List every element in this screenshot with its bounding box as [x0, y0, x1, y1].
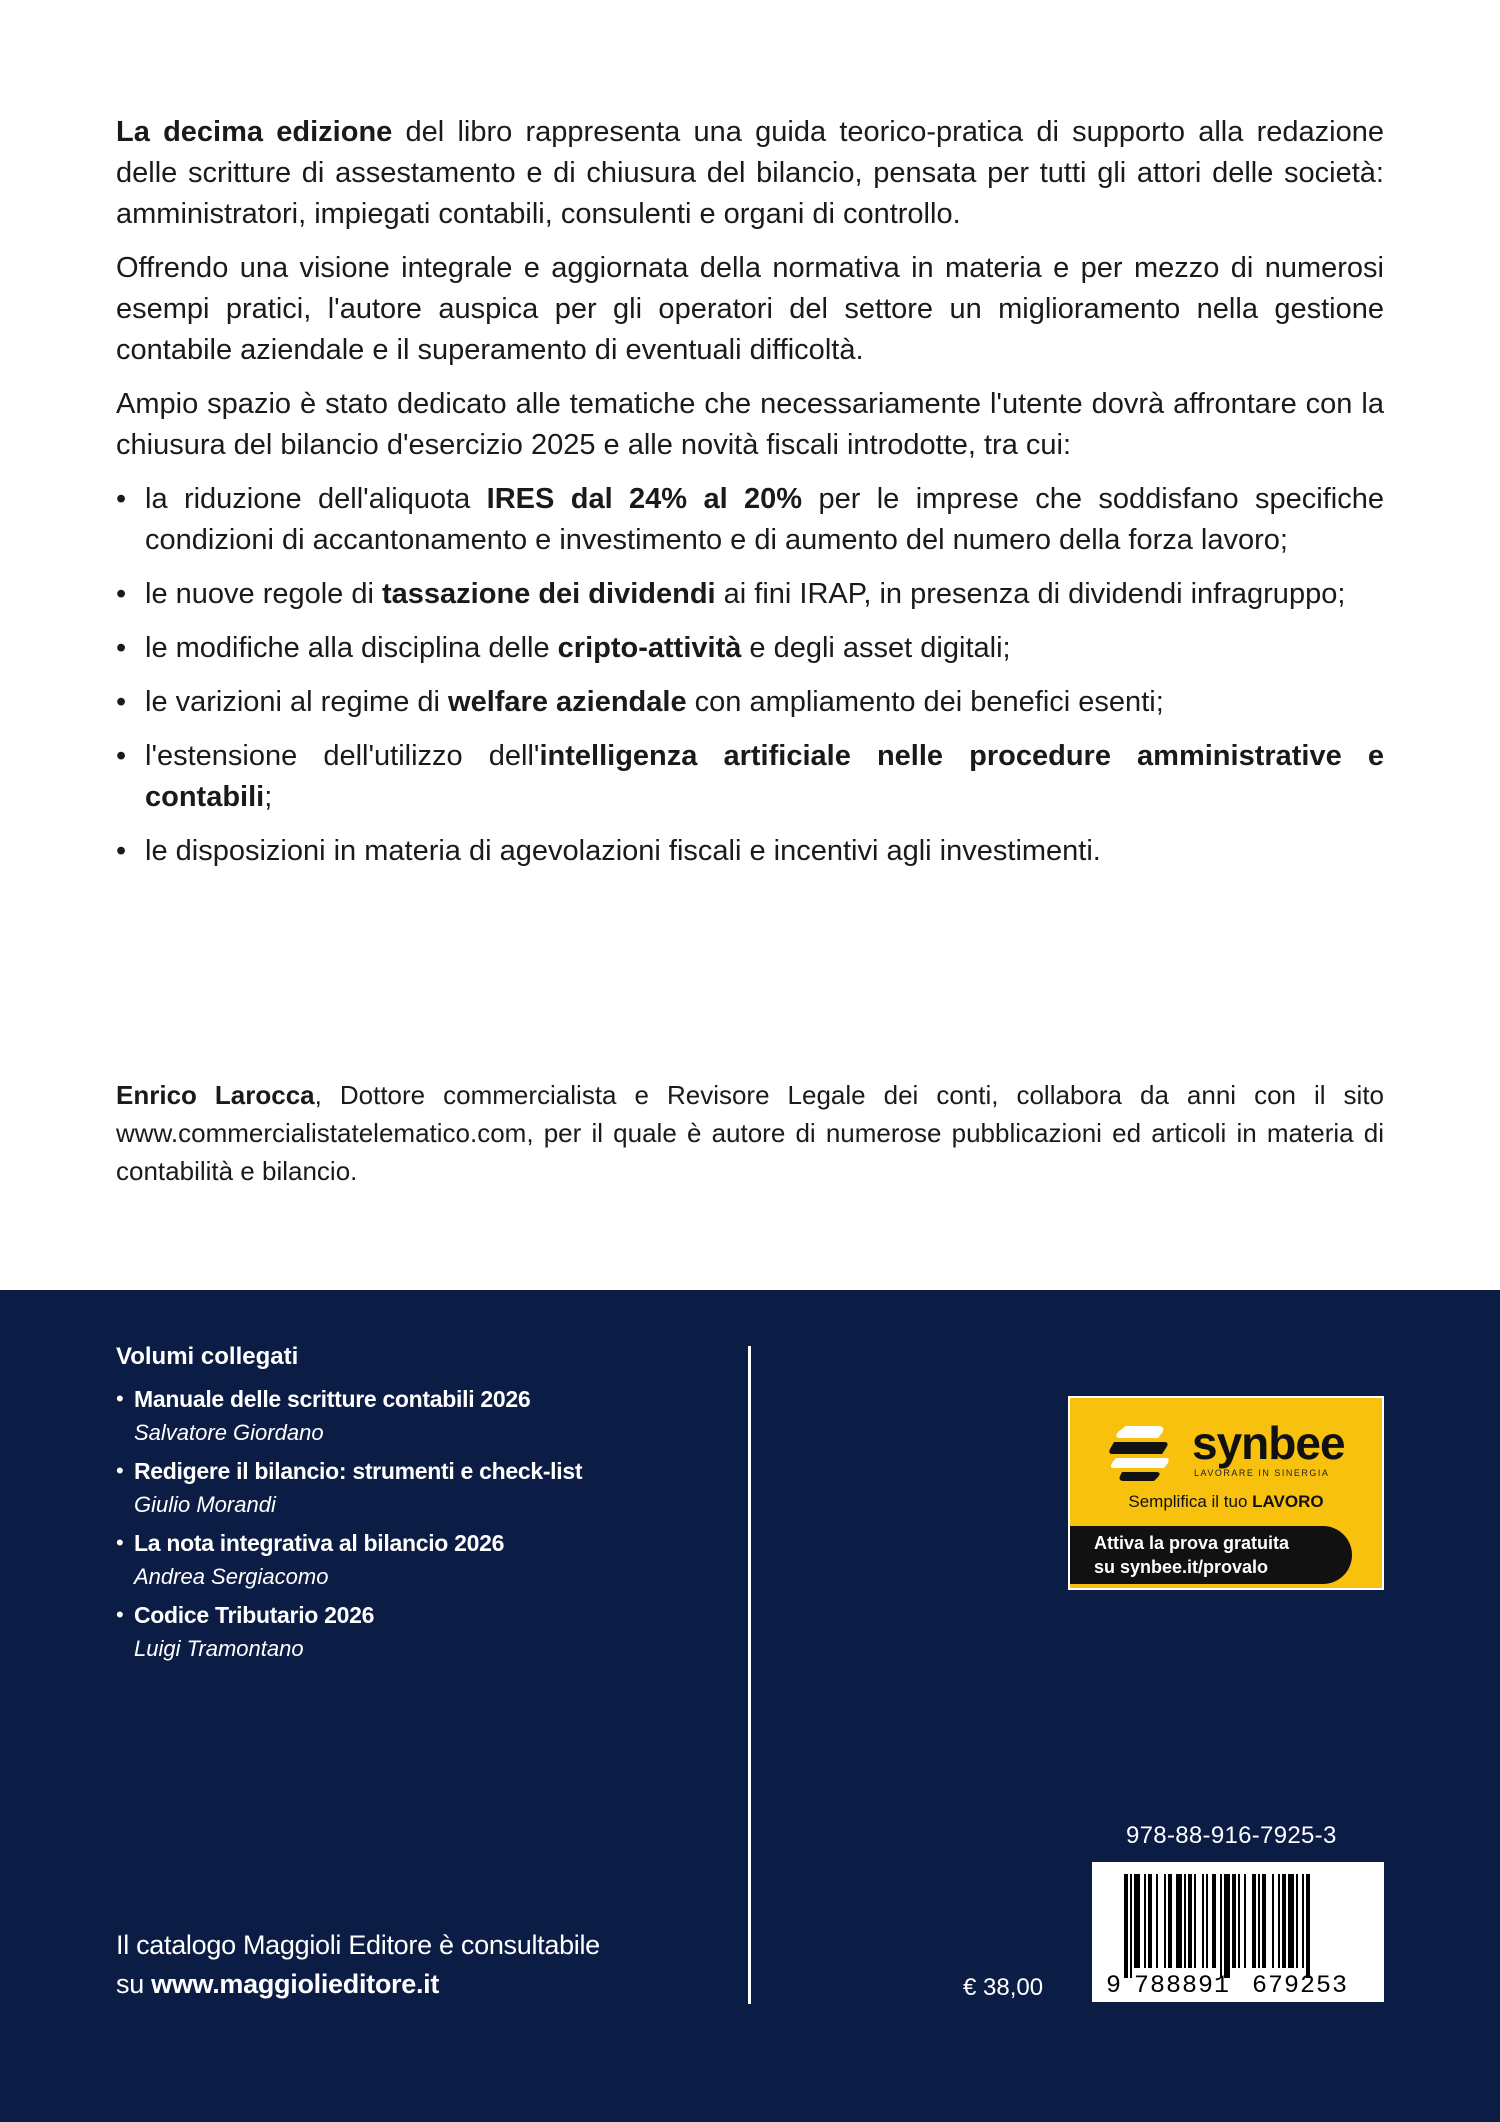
list-item: • Codice Tributario 2026 Luigi Tramontano — [116, 1598, 726, 1665]
volume-title: Manuale delle scritture contabili 2026 — [134, 1386, 531, 1412]
barcode-bar — [1262, 1874, 1266, 1968]
intro-text: del libro rappresenta una guida teorico-pratica di supporto alla redazione delle scritture di assestamento e di chiusura del bilancio, pensata per tutti gli attori delle società: amministratori, impiegati contabili, consulenti e organi di controllo. — [116, 116, 1384, 230]
barcode-bar — [1258, 1874, 1260, 1968]
barcode-bar — [1238, 1874, 1240, 1968]
synbee-slogan: Semplifica il tuo LAVORO — [1128, 1492, 1324, 1511]
volume-author: Salvatore Giordano — [134, 1420, 324, 1445]
list-item: • Redigere il bilancio: strumenti e check-list Giulio Morandi — [116, 1454, 726, 1521]
barcode-left-digits: 788891 — [1134, 1971, 1231, 2000]
list-item: • le modifiche alla disciplina delle cripto-attività e degli asset digitali; — [116, 632, 1011, 664]
related-volumes — [116, 1340, 726, 1670]
barcode-bar — [1306, 1874, 1310, 1978]
barcode-bar — [1212, 1874, 1216, 1968]
list-item: • la riduzione dell'aliquota IRES dal 24% al 20% per le imprese che soddisfano specifiche condizioni di accantonamento e investimento e di aumento del numero della forza lavoro; — [116, 483, 1384, 556]
paragraph-topics: Ampio spazio è stato dedicato alle tematiche che necessariamente l'utente dovrà affrontare con la chiusura del bilancio d'esercizio 2025 e alle novità fiscali introdotte, tra cui: — [116, 388, 1384, 461]
author-name: Enrico Larocca — [116, 1080, 315, 1110]
barcode-bar — [1184, 1874, 1186, 1968]
back-cover-footer — [0, 1290, 1500, 2122]
synbee-logo-icon — [1108, 1424, 1170, 1482]
barcode-bar — [1232, 1874, 1236, 1968]
barcode-first-digit: 9 — [1106, 1971, 1122, 2000]
barcode-bar — [1224, 1874, 1230, 1978]
list-item: • le nuove regole di tassazione dei dividendi ai fini IRAP, in presenza di dividendi infragruppo; — [116, 578, 1346, 610]
related-list — [116, 1382, 726, 1665]
barcode-bar — [1156, 1874, 1158, 1968]
barcode-bar — [1288, 1874, 1294, 1968]
volume-author: Giulio Morandi — [134, 1492, 276, 1517]
barcode-bar — [1302, 1874, 1304, 1968]
barcode-bar — [1220, 1874, 1222, 1978]
topics-list — [116, 479, 1384, 872]
list-item: • Manuale delle scritture contabili 2026 Salvatore Giordano — [116, 1382, 726, 1449]
price: € 38,00 — [963, 1974, 1044, 2001]
synbee-brand: synbee — [1192, 1417, 1345, 1469]
barcode-right-digits: 679253 — [1252, 1971, 1349, 2000]
barcode-bar — [1130, 1874, 1132, 1978]
synbee-tagline: LAVORARE IN SINERGIA — [1194, 1468, 1330, 1478]
volume-title: Redigere il bilancio: strumenti e check-list — [134, 1458, 583, 1484]
catalog-url: www.maggiolieditore.it — [151, 1969, 440, 1999]
divider — [748, 1346, 751, 2004]
author-bio-text: , Dottore commercialista e Revisore Legale dei conti, collabora da anni con il sito www.commercialistatelematico.com, per il quale è autore di numerose pubblicazioni ed articoli in materia di contabilità e bilancio. — [116, 1080, 1384, 1186]
barcode-bar — [1188, 1874, 1192, 1968]
barcode-bar — [1148, 1874, 1152, 1968]
list-item: • le varizioni al regime di welfare aziendale con ampliamento dei benefici esenti; — [116, 686, 1164, 718]
list-item: • La nota integrativa al bilancio 2026 Andrea Sergiacomo — [116, 1526, 726, 1593]
barcode-bar — [1244, 1874, 1246, 1968]
catalog-line: Il catalogo Maggioli Editore è consultabile — [116, 1930, 600, 1960]
volume-title: La nota integrativa al bilancio 2026 — [134, 1530, 505, 1556]
isbn-number: 978-88-916-7925-3 — [1126, 1822, 1337, 1849]
list-item: • le disposizioni in materia di agevolazioni fiscali e incentivi agli investimenti. — [116, 835, 1101, 867]
paragraph-intro — [116, 112, 1384, 235]
related-heading: Volumi collegati — [116, 1343, 299, 1370]
isbn-barcode — [1092, 1862, 1384, 2002]
volume-author: Andrea Sergiacomo — [134, 1564, 329, 1589]
barcode-bar — [1144, 1874, 1146, 1968]
description-text — [116, 112, 1384, 885]
barcode-graphic — [1092, 1862, 1384, 2002]
paragraph-vision: Offrendo una visione integrale e aggiornata della normativa in materia e per mezzo di numerosi esempi pratici, l'autore auspica per gli operatori del settore un miglioramento nella gestione contabile aziendale e il superamento di eventuali difficoltà. — [116, 252, 1384, 366]
author-bio — [116, 1076, 1384, 1190]
barcode-bar — [1206, 1874, 1208, 1968]
barcode-bar — [1168, 1874, 1172, 1968]
barcode-bar — [1296, 1874, 1298, 1968]
volume-title: Codice Tributario 2026 — [134, 1602, 375, 1628]
barcode-bar — [1134, 1874, 1140, 1968]
barcode-bar — [1282, 1874, 1286, 1968]
catalog-note: Il catalogo Maggioli Editore è consultabile su www.maggiolieditore.it — [116, 1926, 600, 2004]
edition-highlight: La decima edizione — [116, 116, 393, 148]
volume-author: Luigi Tramontano — [134, 1636, 304, 1661]
barcode-bar — [1164, 1874, 1166, 1968]
barcode-bar — [1202, 1874, 1204, 1968]
synbee-advertisement — [1068, 1396, 1384, 1590]
barcode-bar — [1194, 1874, 1196, 1968]
barcode-bar — [1252, 1874, 1256, 1968]
barcode-bar — [1124, 1874, 1128, 1978]
barcode-bar — [1176, 1874, 1182, 1968]
barcode-bar — [1272, 1874, 1274, 1968]
list-item: • l'estensione dell'utilizzo dell'intelligenza artificiale nelle procedure amministrative e contabili; — [116, 740, 1384, 813]
synbee-cta: Attiva la prova gratuita su synbee.it/provalo — [1070, 1526, 1352, 1584]
barcode-bar — [1278, 1874, 1280, 1968]
